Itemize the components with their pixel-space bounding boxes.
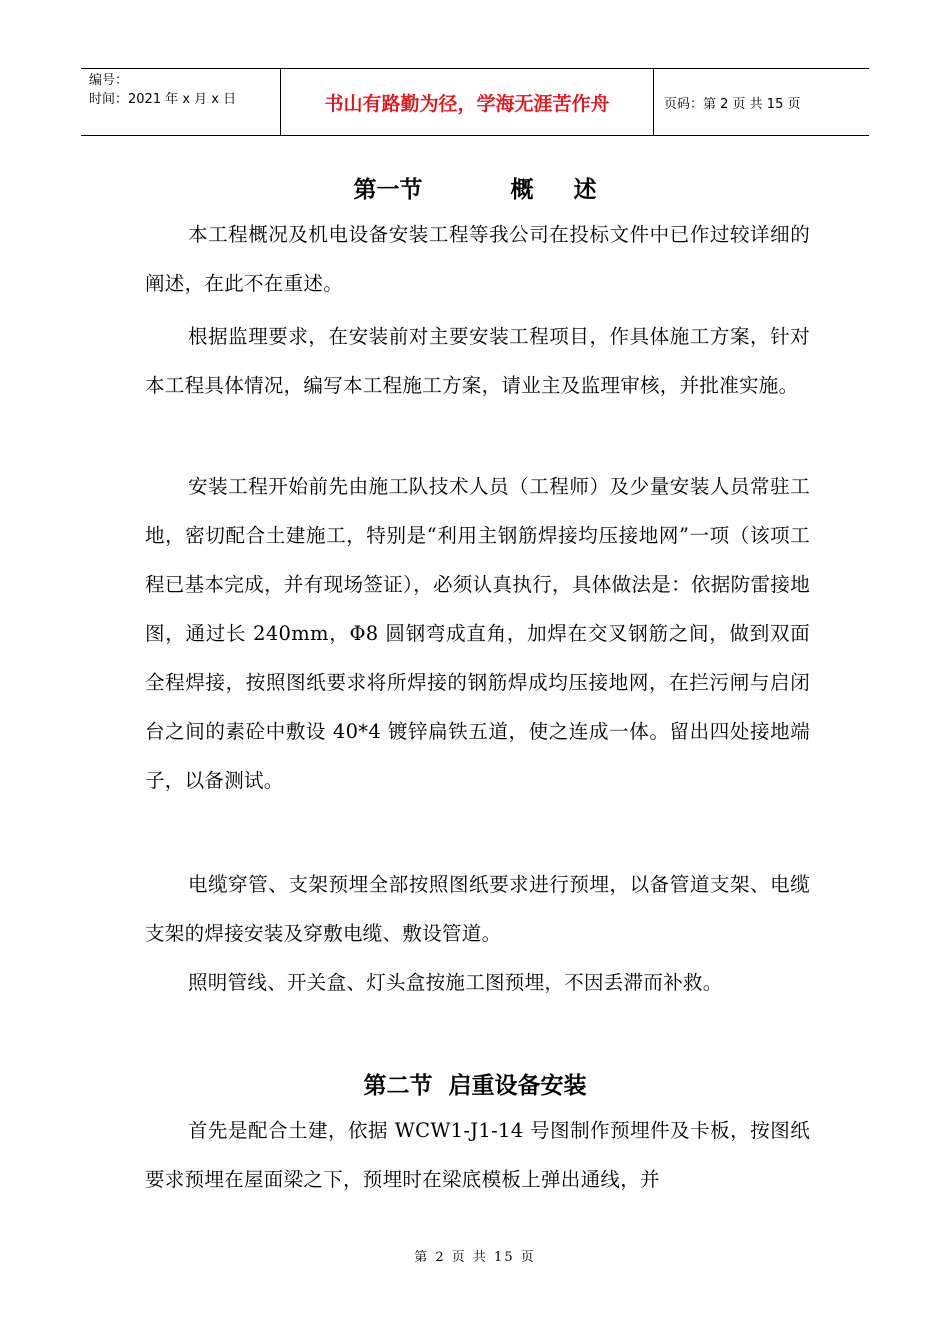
page-footer: 第 2 页 共 15 页 bbox=[414, 1250, 536, 1265]
section2-paragraph-1: 首先是配合土建，依据 WCW1-J1-14 号图制作预埋件及卡板，按图纸要求预埋在屋面梁之下，预埋时在梁底模板上弹出通线，并 bbox=[145, 1119, 810, 1191]
section1-title: 第一节 概 述 bbox=[353, 176, 597, 203]
section1-paragraph-5: 照明管线、开关盒、灯头盒按施工图预埋，不因丢滞而补救。 bbox=[188, 971, 723, 994]
section1-paragraph-2: 根据监理要求，在安装前对主要安装工程项目，作具体施工方案，针对本工程具体情况，编写本工程施工方案，请业主及监理审核，并批准实施。 bbox=[145, 325, 810, 397]
header-meta bbox=[81, 69, 280, 135]
section2-title: 第二节 启重设备安装 bbox=[363, 1072, 587, 1099]
header-motto: 书山有路勤为径，学海无涯苦作舟 bbox=[280, 69, 654, 135]
header-number: 编号： bbox=[89, 73, 129, 88]
page-header bbox=[81, 68, 869, 136]
header-page-info: 页码：第 2 页 共 15 页 bbox=[664, 96, 801, 112]
header-time: 时间：2021 年 x 月 x 日 bbox=[89, 92, 237, 107]
section1-paragraph-3: 安装工程开始前先由施工队技术人员（工程师）及少量安装人员常驻工地，密切配合土建施工，特别是“利用主钢筋焊接均压接地网”一项（该项工程已基本完成，并有现场签证），必须认真执行，具体做法是：依据防雷接地图，通过长 240mm，Φ8 圆钢弯成直角，加焊在交叉钢筋之间，做到双面全程焊接，按照图纸要求将所焊接的钢筋焊成均压接地网，在拦污闸与启闭台之间的素砼中敷设 40*4 镀锌扁铁五道，使之连成一体。留出四处接地端子，以备测试。 bbox=[145, 475, 810, 792]
section1-paragraph-4: 电缆穿管、支架预埋全部按照图纸要求进行预埋，以备管道支架、电缆支架的焊接安装及穿敷电缆、敷设管道。 bbox=[145, 873, 810, 945]
section1-paragraph-1: 本工程概况及机电设备安装工程等我公司在投标文件中已作过较详细的阐述，在此不在重述。 bbox=[145, 223, 810, 295]
